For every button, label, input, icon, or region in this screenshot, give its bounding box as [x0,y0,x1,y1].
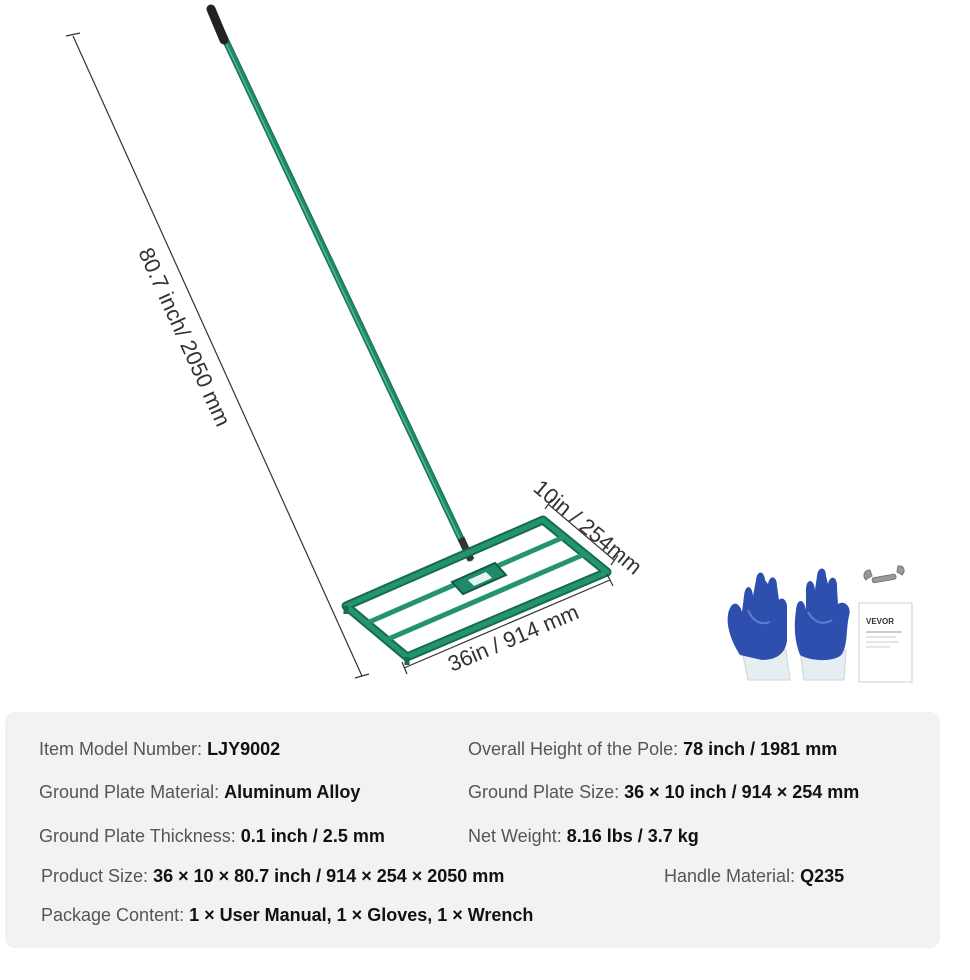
spec-plate-material [39,781,360,803]
spec-label: Overall Height of the Pole: [468,739,684,759]
spec-model-number [39,738,280,760]
spec-plate-thickness [39,825,385,847]
spec-value: LJY9002 [207,739,281,759]
spec-label: Net Weight: [468,826,567,846]
spec-value: 0.1 inch / 2.5 mm [240,826,385,846]
plate-depth-label: 10in / 254mm [528,474,647,580]
spec-label: Package Content: [41,905,190,925]
spec-label: Handle Material: [664,866,801,886]
spec-handle-material [664,865,844,887]
spec-net-weight [468,825,699,847]
spec-value: 1 × User Manual, 1 × Gloves, 1 × Wrench [189,905,534,925]
spec-value: 36 × 10 × 80.7 inch / 914 × 254 × 2050 mm [153,866,505,886]
pole-length-label: 80.7 inch/ 2050 mm [133,243,236,431]
manual-brand-text: VEVOR [866,617,895,626]
spec-value: 8.16 lbs / 3.7 kg [566,826,699,846]
user-manual [859,603,912,682]
glove-right [795,569,850,681]
spec-value: 36 × 10 inch / 914 × 254 mm [624,782,860,802]
pole-grip [211,9,224,40]
glove-left [728,573,790,681]
spec-product-size [41,865,504,887]
pole-dimension-line [66,33,369,678]
spec-value: Aluminum Alloy [224,782,361,802]
plate-width-label: 36in / 914 mm [444,599,583,677]
spec-pole-height [468,738,837,760]
wrench-icon [864,566,904,583]
spec-label: Ground Plate Thickness: [39,826,241,846]
leveling-rake-pole [215,20,470,558]
spec-package-content [41,904,533,926]
spec-label: Ground Plate Material: [39,782,225,802]
spec-label: Item Model Number: [39,739,208,759]
spec-label: Product Size: [41,866,154,886]
spec-plate-size [468,781,859,803]
spec-label: Ground Plate Size: [468,782,625,802]
spec-value: 78 inch / 1981 mm [683,739,838,759]
spec-value: Q235 [800,866,845,886]
